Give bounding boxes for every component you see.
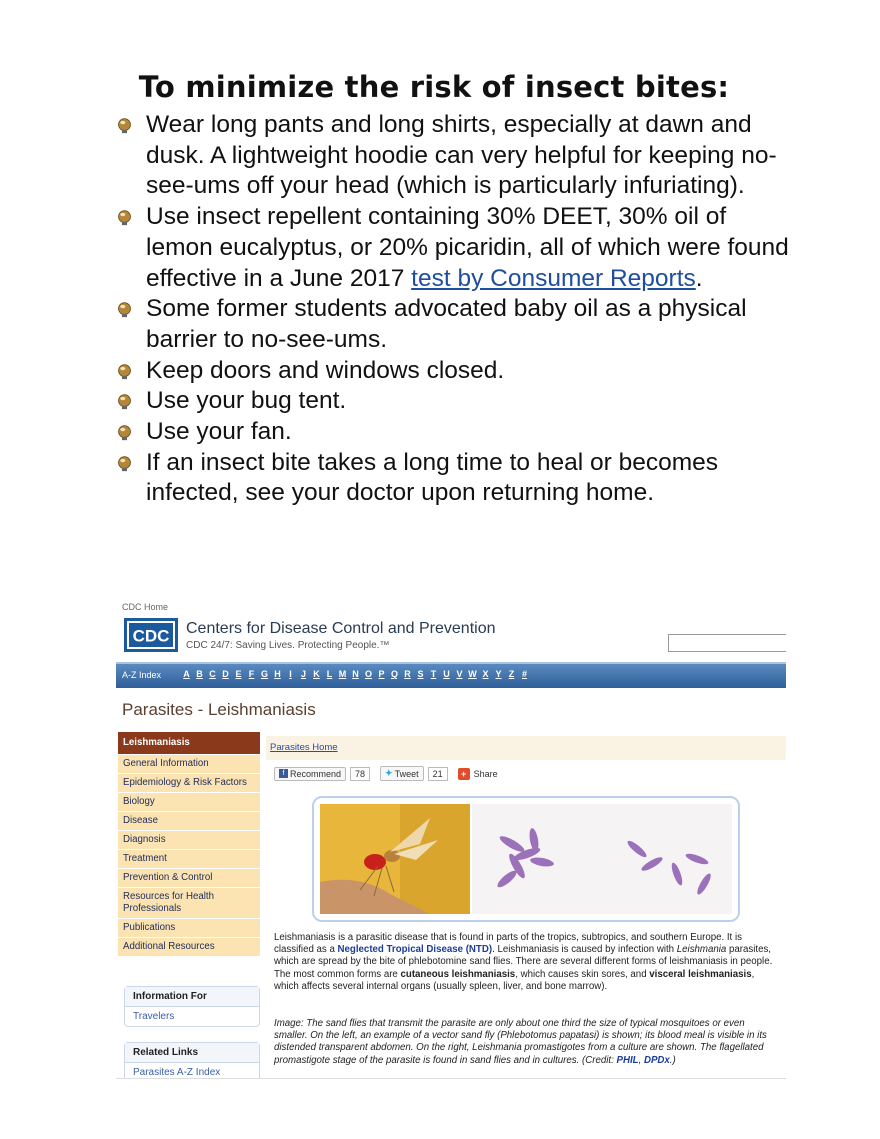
list-item-text-end: . <box>695 264 703 292</box>
az-letter[interactable]: L <box>326 669 333 679</box>
az-letter[interactable]: V <box>456 669 463 679</box>
list-item-text: Some former students advocated baby oil as a physical barrier to no-see-ums. <box>146 295 747 353</box>
az-letter[interactable]: H <box>274 669 281 679</box>
parasites-home-link[interactable]: Parasites Home <box>270 742 338 753</box>
slide-title: To minimize the risk of insect bites: <box>138 70 730 104</box>
twitter-icon: ✦ <box>385 768 393 778</box>
sidebar-item[interactable]: Biology <box>118 793 260 812</box>
parasites-az-link[interactable]: Parasites A-Z Index <box>133 1067 221 1078</box>
tweet-count: 21 <box>428 767 448 781</box>
cdc-tagline: CDC 24/7: Saving Lives. Protecting People.™ <box>186 640 390 651</box>
az-index-label[interactable]: A-Z Index <box>122 670 162 680</box>
bullet-icon <box>116 455 133 472</box>
svg-text:CDC: CDC <box>132 626 170 646</box>
list-item-text: Use your bug tent. <box>146 387 347 415</box>
az-letter[interactable]: N <box>352 669 359 679</box>
list-item <box>116 110 796 202</box>
sidebar-item[interactable]: Diagnosis <box>118 831 260 850</box>
sidebar-item[interactable]: Publications <box>118 919 260 938</box>
bullet-icon <box>116 363 133 380</box>
az-letter[interactable]: F <box>248 669 255 679</box>
related-links-heading: Related Links <box>125 1043 259 1063</box>
bullet-icon <box>116 301 133 318</box>
az-letter[interactable]: E <box>235 669 242 679</box>
sidebar-item[interactable]: General Information <box>118 755 260 774</box>
image-caption: Image: The sand flies that transmit the parasite are only about one third the size of typical mosquitoes or even smaller. On the left, an example of a vector sand fly (Phlebotomus papatasi) is shown; its blood meal is visible in its distended transparent abdomen. On the right, Leishmania promastigotes from a culture are shown. The flagellated promastigote stage of the parasite is found in sand flies and in cultures. (Credit: PHIL, DPDx.) <box>274 1018 767 1066</box>
az-letter[interactable]: Y <box>495 669 502 679</box>
az-letter[interactable]: O <box>364 669 372 679</box>
sidebar-nav <box>118 732 260 957</box>
cdc-home-link[interactable]: CDC Home <box>122 602 169 612</box>
list-item <box>116 417 796 448</box>
sidebar-item[interactable]: Prevention & Control <box>118 869 260 888</box>
search-input[interactable] <box>668 634 786 652</box>
az-letter[interactable]: M <box>338 669 347 679</box>
facebook-icon: f <box>279 769 288 778</box>
bullet-icon <box>116 209 133 226</box>
list-item-text: If an insect bite takes a long time to heal or becomes infected, see your doctor upon returning home. <box>146 448 718 507</box>
information-for-heading: Information For <box>125 987 259 1007</box>
az-letter[interactable]: I <box>289 669 292 679</box>
cdc-screenshot <box>116 598 786 1079</box>
bullet-icon <box>116 393 133 410</box>
az-letter[interactable]: J <box>300 669 306 679</box>
image-frame <box>312 796 740 922</box>
az-letter[interactable]: T <box>430 669 437 679</box>
cdc-org-name: Centers for Disease Control and Prevention <box>186 620 496 637</box>
az-letter[interactable]: # <box>521 669 527 679</box>
sidebar-item-active[interactable]: Leishmaniasis <box>118 732 260 755</box>
disease-description: Leishmaniasis is a parasitic disease that is found in parts of the tropics, subtropics, and southern Europe. It is classified as a Neglected Tropical Disease (NTD). Leishmaniasis is caused by infection with Leishmania parasites, which are spread by the bite of phlebotomine sand flies. There are several different forms of leishmaniasis in people. The most common forms are cutaneous leishmaniasis, which causes skin sores, and visceral leishmaniasis, which affects several internal organs (usually spleen, liver, and bone marrow). <box>274 932 773 992</box>
consumer-reports-link[interactable]: test by Consumer Reports <box>411 264 696 292</box>
share-label: Share <box>473 768 498 779</box>
list-item <box>116 356 796 387</box>
list-item <box>116 202 796 294</box>
ntd-link[interactable]: Neglected Tropical Disease (NTD) <box>337 944 493 956</box>
list-item-text: Use your fan. <box>146 418 292 446</box>
tips-list <box>116 110 796 509</box>
sidebar-item[interactable]: Disease <box>118 812 260 831</box>
az-letter[interactable]: U <box>443 669 450 679</box>
cdc-logo[interactable] <box>124 618 178 652</box>
list-item-text: Use insect repellent containing 30% DEET, 30% oil of lemon eucalyptus, or 20% picaridin, all of which were found effective in a June 2017 <box>146 203 789 292</box>
bullet-icon <box>116 424 133 441</box>
az-letter[interactable]: D <box>222 669 229 679</box>
az-letter[interactable]: K <box>313 669 320 679</box>
az-letter[interactable]: W <box>468 669 477 679</box>
az-letter[interactable]: C <box>209 669 216 679</box>
list-item-text: Keep doors and windows closed. <box>146 356 505 384</box>
breadcrumb <box>266 736 786 760</box>
az-letter[interactable]: Q <box>390 669 398 679</box>
page-title: Parasites - Leishmaniasis <box>122 700 316 719</box>
recommend-label: Recommend <box>290 768 342 779</box>
share-button[interactable] <box>458 768 498 780</box>
az-letter[interactable]: A <box>183 669 190 679</box>
dpdx-link[interactable]: DPDx <box>643 1054 670 1066</box>
promastigotes-micrograph <box>472 804 732 914</box>
az-letter[interactable]: P <box>378 669 385 679</box>
related-links-box <box>124 1042 260 1079</box>
information-for-box <box>124 986 260 1027</box>
az-letter[interactable]: G <box>260 669 268 679</box>
recommend-count: 78 <box>350 767 370 781</box>
sand-fly-photo <box>320 804 470 914</box>
list-item-text: Wear long pants and long shirts, especially at dawn and dusk. A lightweight hoodie can very helpful for keeping no-see-ums off your head (which is particularly infuriating). <box>146 111 777 200</box>
list-item <box>116 294 796 355</box>
recommend-button[interactable] <box>274 767 346 781</box>
main-content <box>266 736 786 1066</box>
tweet-label: Tweet <box>394 768 419 779</box>
sidebar-item[interactable]: Epidemiology & Risk Factors <box>118 774 260 793</box>
az-letter[interactable]: X <box>482 669 489 679</box>
bullet-icon <box>116 117 133 134</box>
az-letter[interactable]: Z <box>508 669 515 679</box>
sidebar-item[interactable]: Treatment <box>118 850 260 869</box>
list-item <box>116 386 796 417</box>
travelers-link[interactable]: Travelers <box>133 1011 175 1022</box>
tweet-button[interactable] <box>380 766 424 781</box>
phil-link[interactable]: PHIL <box>616 1054 639 1066</box>
az-letter[interactable]: B <box>196 669 203 679</box>
az-index-bar <box>116 662 786 688</box>
sidebar-item[interactable]: Additional Resources <box>118 938 260 957</box>
sidebar-item[interactable]: Resources for Health Professionals <box>118 888 260 919</box>
plus-icon: + <box>458 768 470 780</box>
az-letter[interactable]: R <box>404 669 411 679</box>
social-bar <box>274 766 498 781</box>
az-letters <box>180 669 531 679</box>
list-item <box>116 448 796 509</box>
az-letter[interactable]: S <box>417 669 424 679</box>
